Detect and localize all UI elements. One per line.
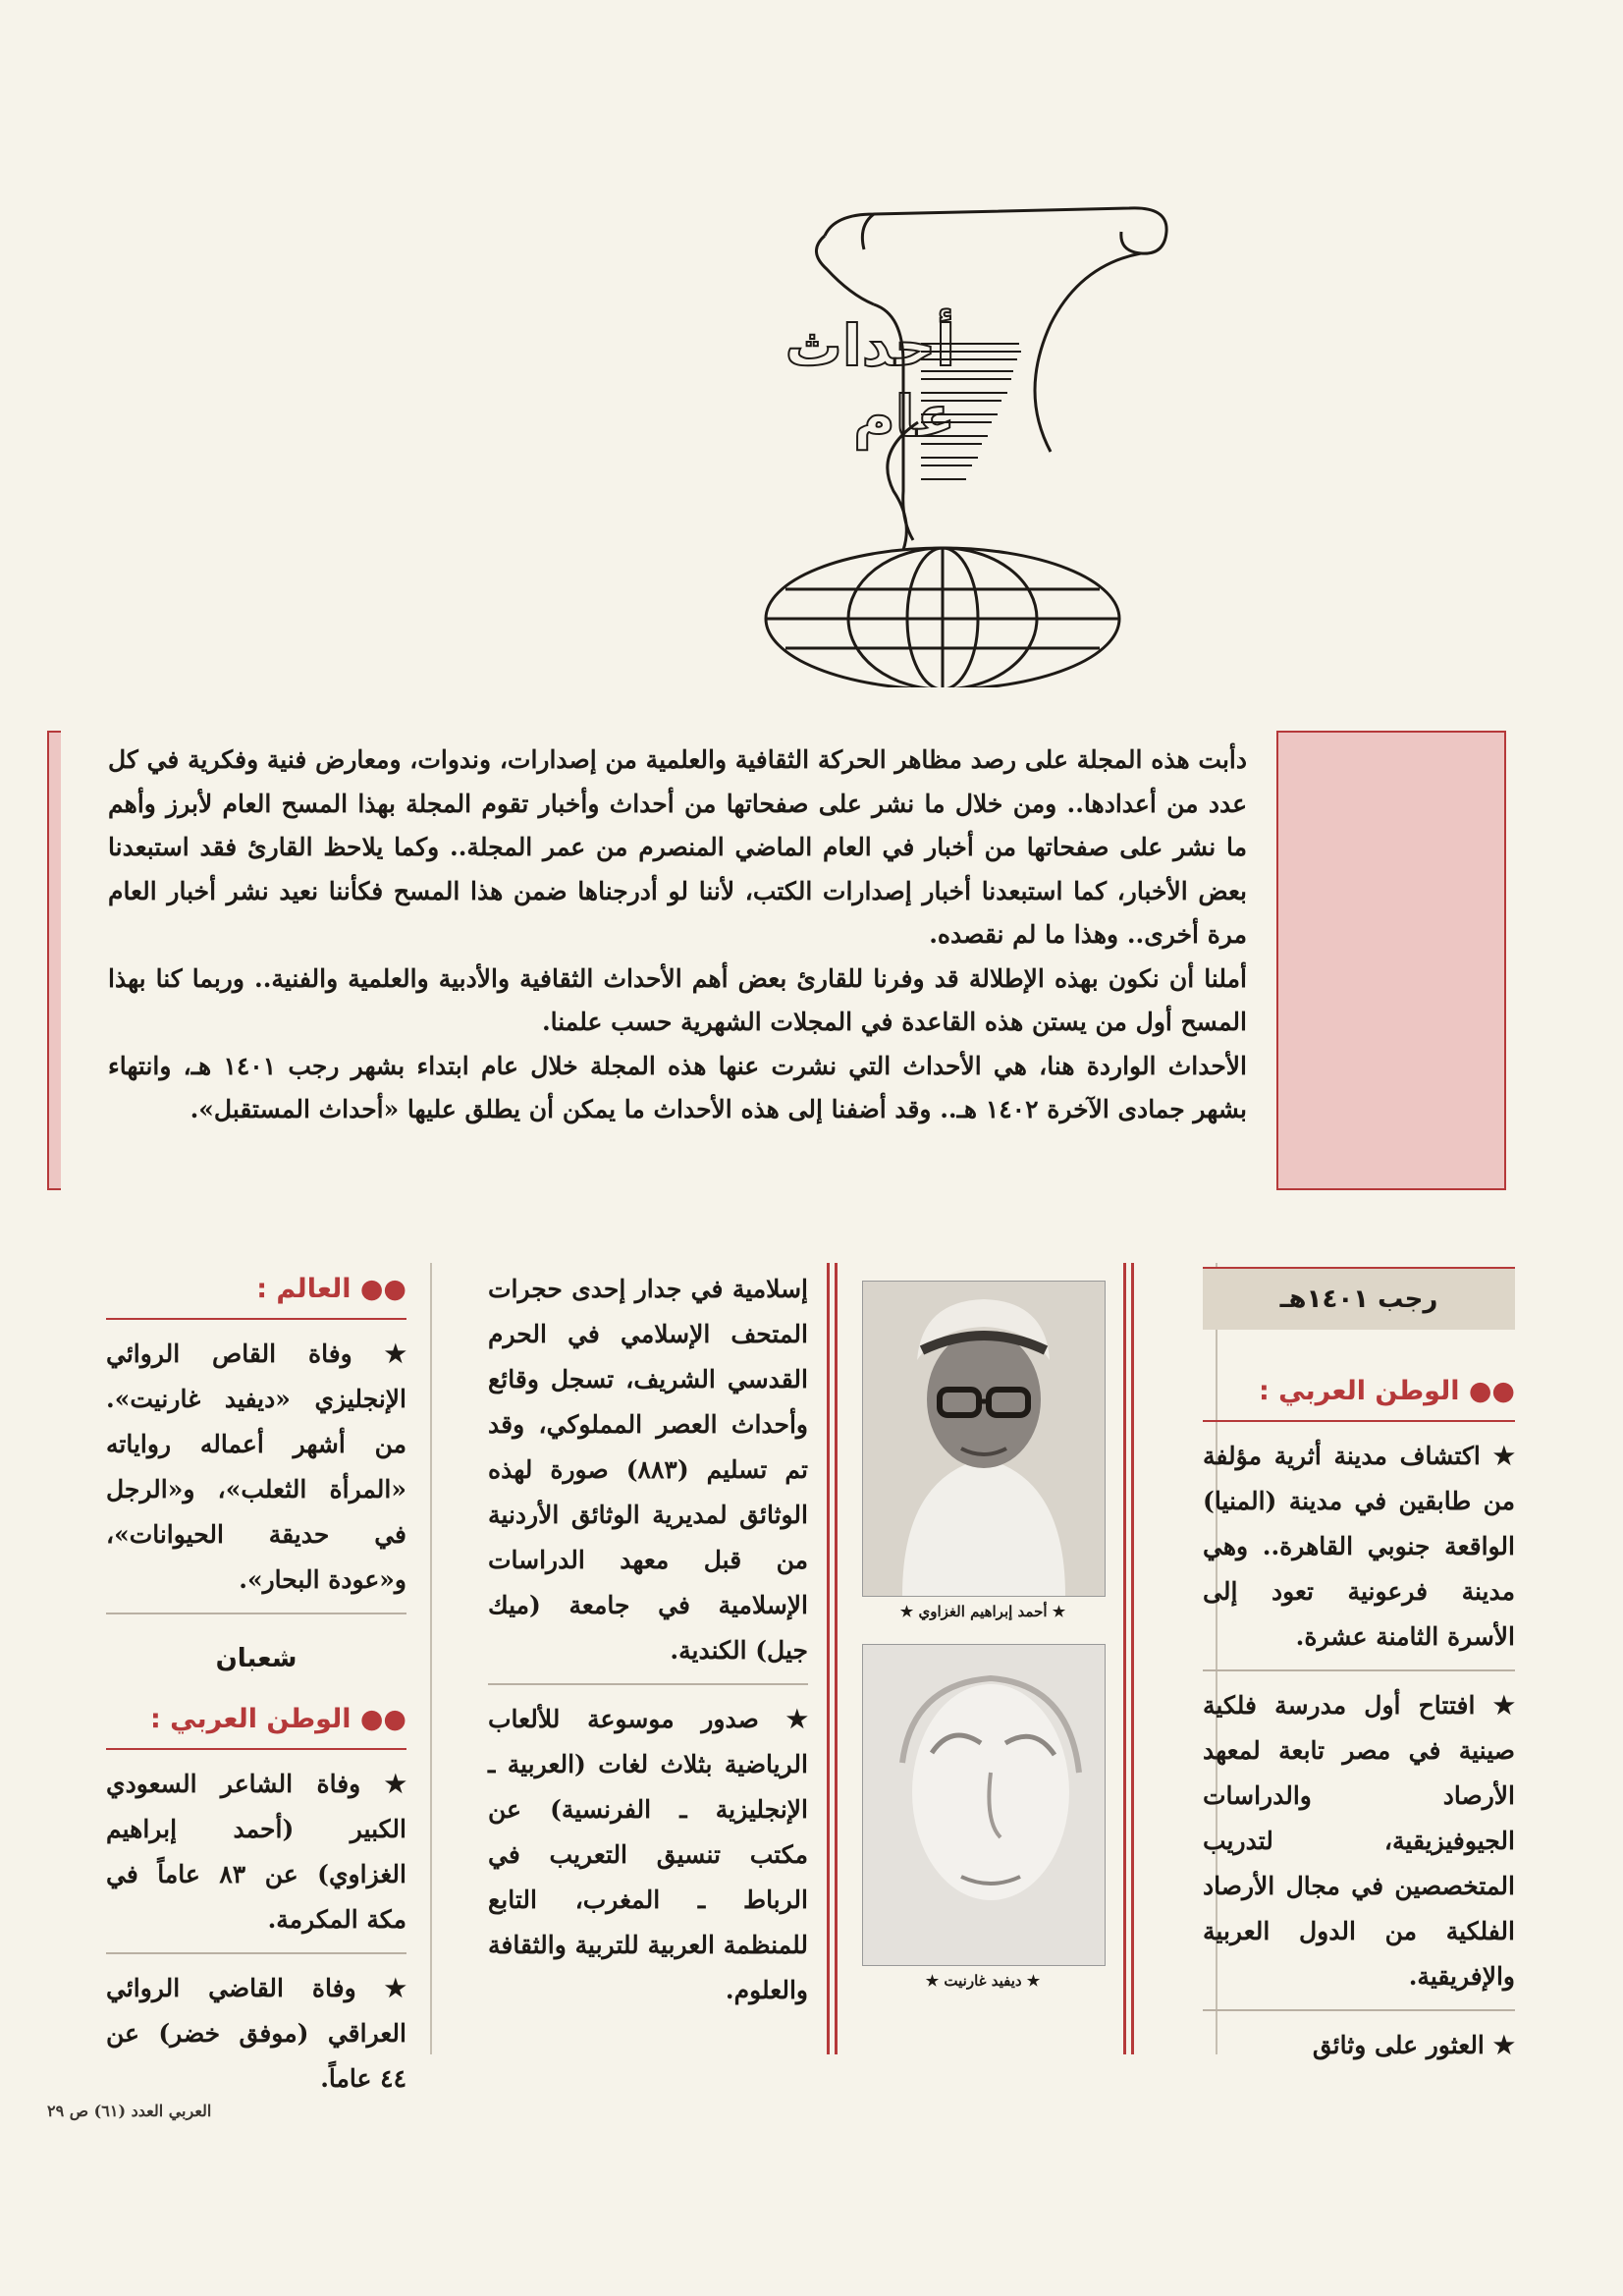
bullet-dots-icon: ●● (359, 1704, 406, 1734)
news-item: ★ وفاة القاص الروائي الإنجليزي «ديفيد غارنيت». من أشهر أعماله رواياته «المرأة الثعلب»، و«الرجل في حديقة الحيوانات»، و«عودة البحار». (106, 1339, 406, 1594)
frame-line (1131, 1263, 1134, 2054)
intro-paragraph: دأبت هذه المجلة على رصد مظاهر الحركة الثقافية والعلمية من إصدارات، وندوات، ومعارض فنية وفكرية في كل عدد من أعدادها.. ومن خلال ما نشر على صفحاتها من أحداث وأخبار تقوم المجلة بهذا المسح العام لأبرز وأهم ما نشر على صفحاتها من أخبار في العام الماضي المنصرم من عمر المجلة.. وكما يلاحظ القارئ فقد استبعدنا بعض الأخبار، كما استبعدنا أخبار إصدارات الكتب، لأننا لو أدرجناها ضمن هذا المسح فكأننا نعيد نشر أخبار العام مرة أخرى.. وهذا ما لم نقصده. (108, 745, 1247, 949)
frame-line (1123, 1263, 1126, 2054)
news-item: ★ صدور موسوعة للألعاب الرياضية بثلاث لغات (العربية ـ الإنجليزية ـ الفرنسية) عن مكتب تنسيق التعريب في الرباط ـ المغرب، التابع للمنظمة العربية للتربية والثقافة والعلوم. (488, 1705, 808, 2004)
page-footer: العربي العدد (٦١) ص ٢٩ (47, 2102, 212, 2120)
news-item: ★ افتتاح أول مدرسة فلكية صينية في مصر تابعة لمعهد الأرصاد والدراسات الجيوفيزيقية، لتدريب المتخصصين في مجال الأرصاد الفلكية من الدول العربية والإفريقية. (1203, 1691, 1515, 1991)
intro-paragraph: أملنا أن نكون بهذه الإطلالة قد وفرنا للقارئ بعض أهم الأحداث الثقافية والأدبية والعلمية والفنية.. وربما كنا بهذا المسح أول من يستن هذه القاعدة في المجلات الشهرية حسب علمنا. (108, 963, 1247, 1036)
item-divider (106, 1952, 406, 1954)
news-item: ★ وفاة القاضي الروائي العراقي (موفق خضر) عن ٤٤ عاماً. (106, 1974, 406, 2093)
portrait-photo (862, 1644, 1106, 1966)
month-heading: شعبان (215, 1644, 298, 1673)
portrait-photo (862, 1281, 1106, 1597)
section-heading (106, 1267, 406, 1312)
intro-box (47, 731, 1506, 1190)
frame-line (835, 1263, 838, 2054)
column-divider (430, 1263, 432, 2054)
intro-text (108, 738, 1247, 1132)
item-divider (488, 1683, 808, 1685)
item-divider (1203, 1669, 1515, 1671)
column-rajab (1203, 1267, 1515, 2078)
section-heading-label: الوطن العربي : (149, 1704, 352, 1734)
section-rule (1203, 1420, 1515, 1422)
month-heading: رجب ١٤٠١هـ (1203, 1267, 1515, 1330)
photo-caption: ★ ديفيد غارنيت ★ (925, 1972, 1041, 1990)
news-item: ★ اكتشاف مدينة أثرية مؤلفة من طابقين في مدينة (المنيا) الواقعة جنوبي القاهرة.. وهي مدينة فرعونية تعود إلى الأسرة الثامنة عشرة. (1203, 1442, 1515, 1651)
bullet-dots-icon: ●● (1468, 1376, 1515, 1406)
section-rule (106, 1318, 406, 1320)
bullet-dots-icon: ●● (359, 1274, 406, 1304)
masthead-title-line2: عام (853, 383, 955, 450)
column-continued (488, 1267, 808, 2023)
column-world-shaaban (106, 1267, 406, 2111)
photo-column (827, 1263, 1139, 2054)
masthead-title-line1: أحداث (784, 312, 955, 379)
item-divider (106, 1613, 406, 1614)
intro-accent-panel (1276, 731, 1506, 1190)
news-item: ★ وفاة الشاعر السعودي الكبير (أحمد إبراهيم الغزاوي) عن ٨٣ عاماً في مكة المكرمة. (106, 1770, 406, 1934)
photo-caption: ★ أحمد إبراهيم الغزاوي ★ (899, 1603, 1066, 1620)
news-item: ★ العثور على وثائق (1312, 2031, 1515, 2059)
frame-line (827, 1263, 830, 2054)
section-rule (106, 1748, 406, 1750)
scroll-globe-logo (756, 196, 1267, 687)
section-heading-label: الوطن العربي : (1258, 1376, 1460, 1406)
section-heading (1203, 1369, 1515, 1414)
intro-accent-bar (47, 731, 61, 1190)
intro-paragraph: الأحداث الواردة هنا، هي الأحداث التي نشرت عنها هذه المجلة خلال عام ابتداء بشهر رجب ١٤٠١ هـ، وانتهاء بشهر جمادى الآخرة ١٤٠٢ هـ.. وقد أضفنا إلى هذه الأحداث ما يمكن أن يطلق عليها «أحداث المستقبل». (108, 1051, 1247, 1123)
section-heading (106, 1697, 406, 1742)
section-heading-label: العالم : (256, 1274, 352, 1304)
news-item: إسلامية في جدار إحدى حجرات المتحف الإسلامي في الحرم القدسي الشريف، تسجل وقائع وأحداث العصر المملوكي، وقد تم تسليم (٨٨٣) صورة لهذه الوثائق لمديرية الوثائق الأردنية من قبل معهد الدراسات الإسلامية في جامعة (ميك جيل) الكندية. (488, 1275, 808, 1665)
item-divider (1203, 2009, 1515, 2011)
